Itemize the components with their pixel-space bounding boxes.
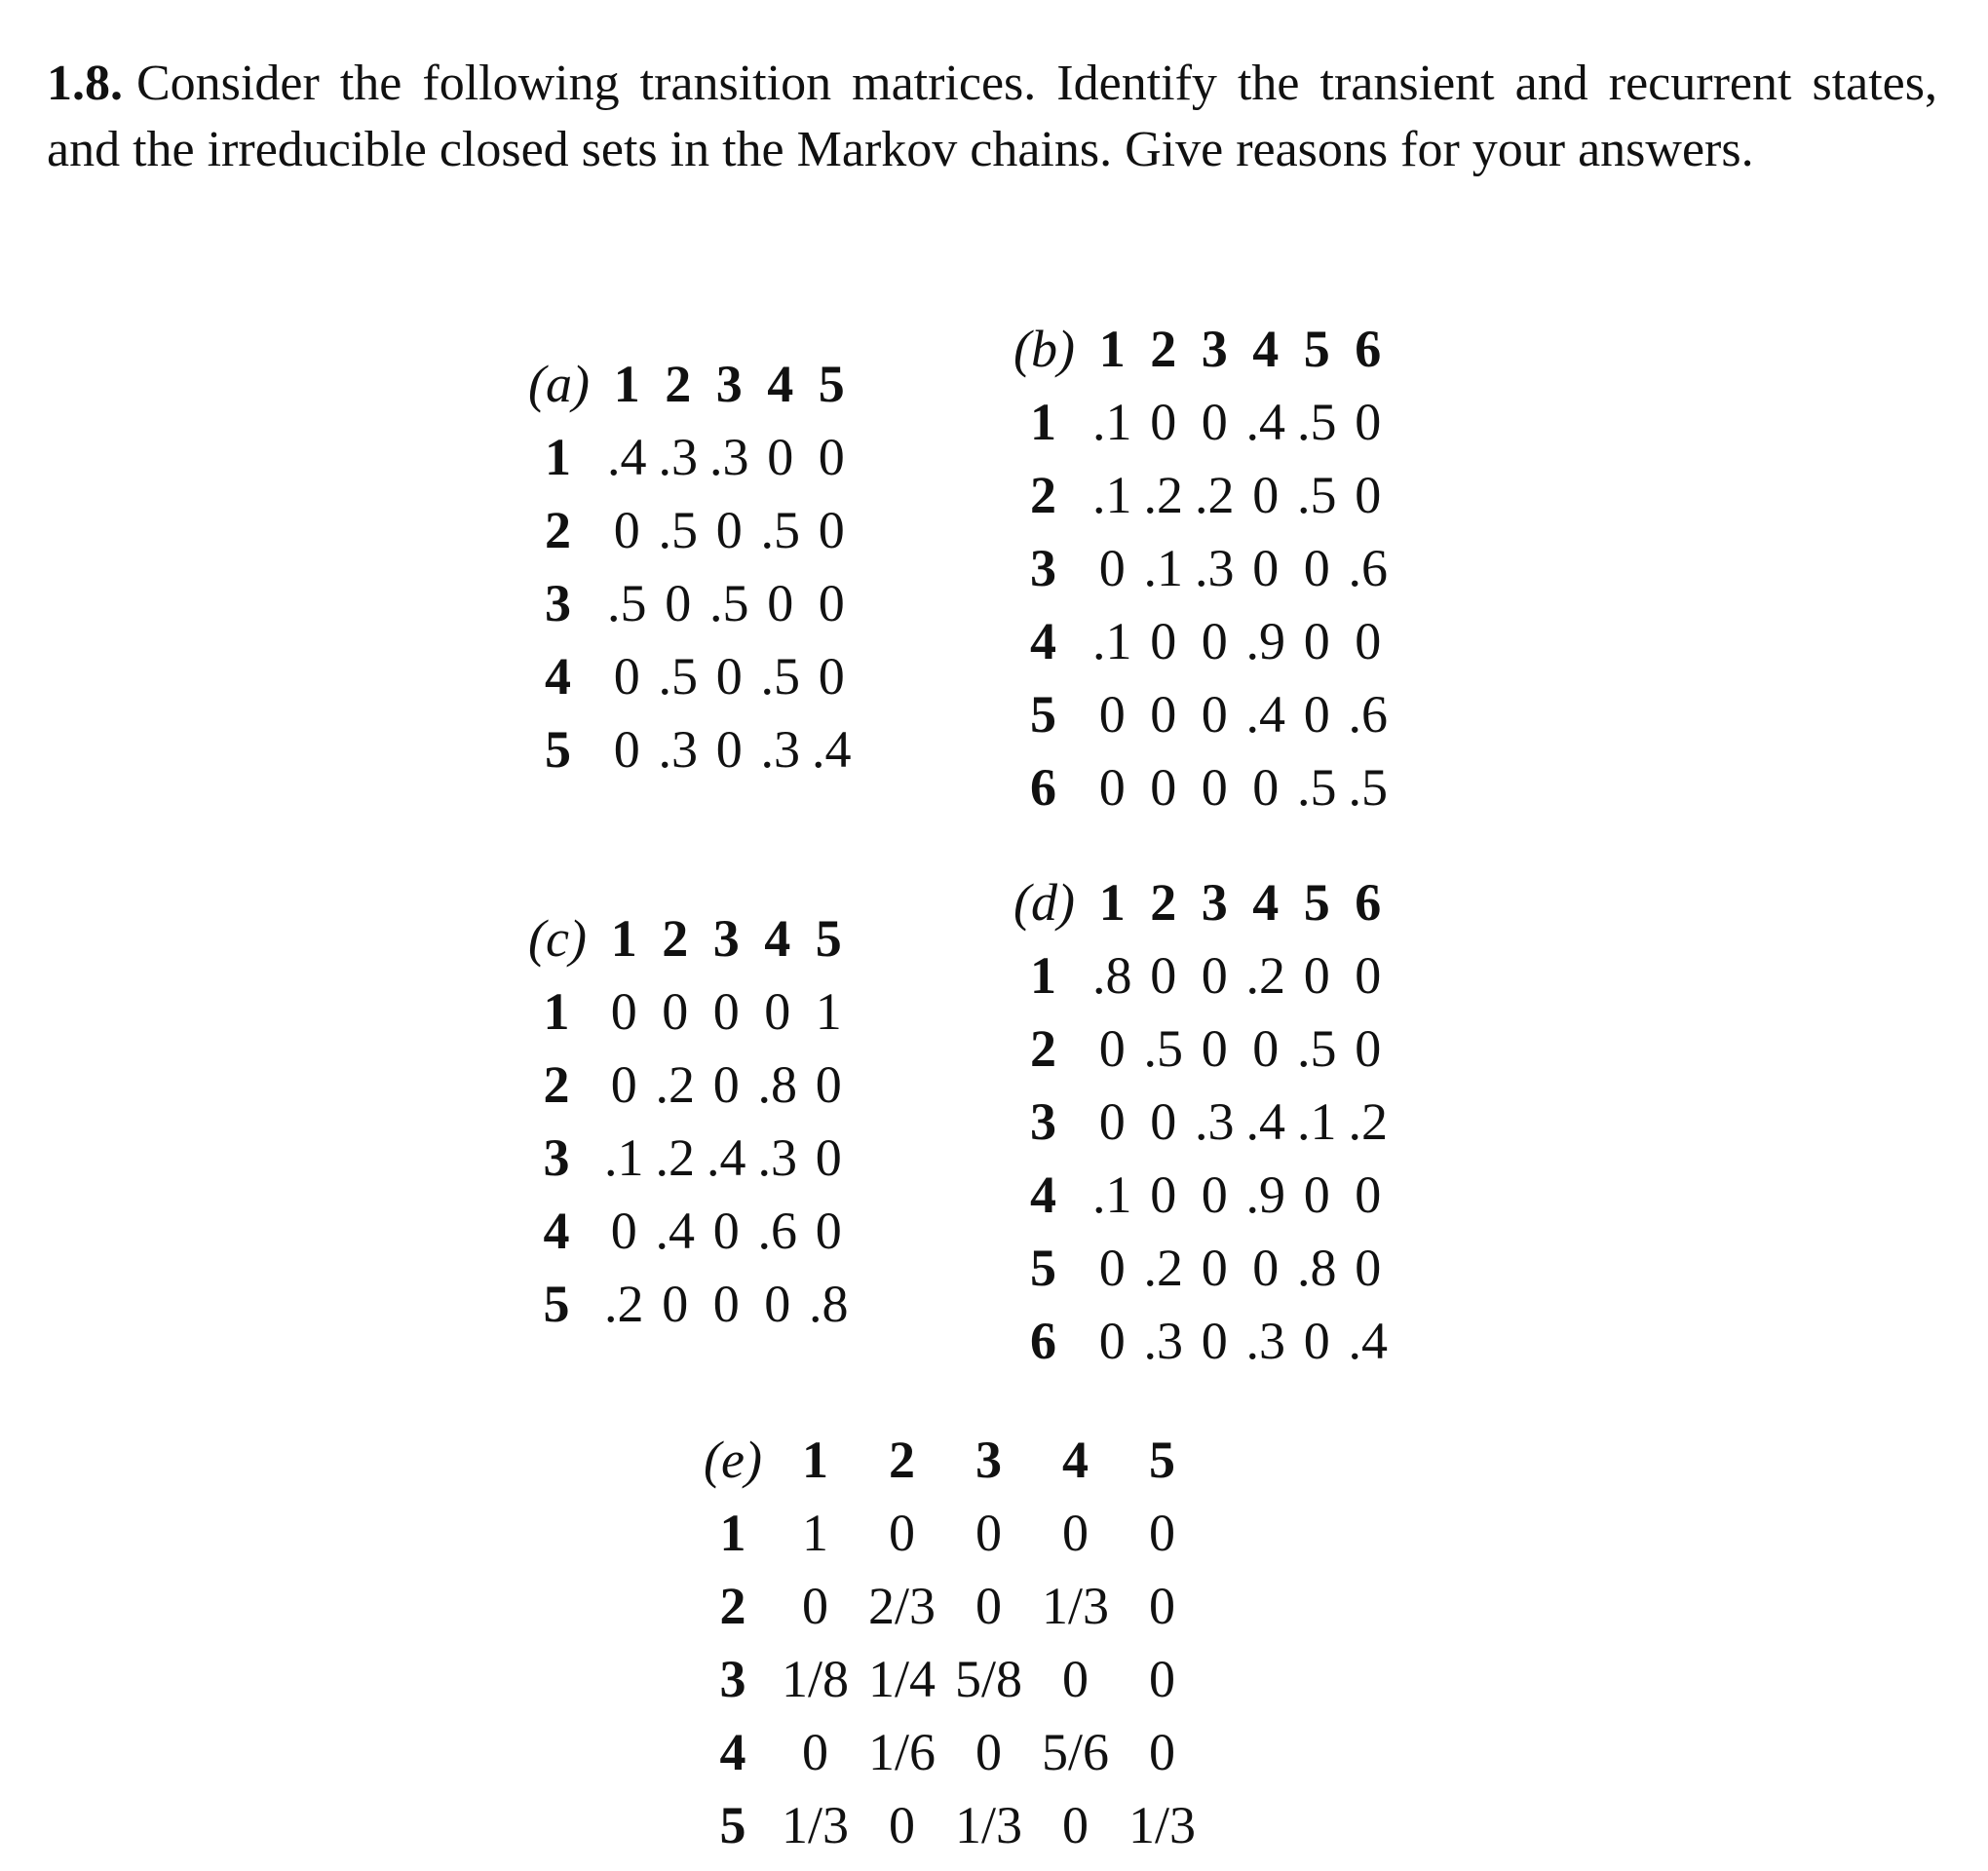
matrix-row — [694, 1715, 1205, 1788]
matrix-cell: 0 — [1201, 945, 1228, 1005]
row-header: 1 — [1029, 392, 1056, 451]
column-header: 2 — [665, 354, 692, 413]
matrix-cell: .1 — [1091, 611, 1132, 670]
matrix-cell: 1/3 — [1128, 1795, 1197, 1854]
matrix-cell: .8 — [757, 1054, 797, 1114]
matrix-row — [522, 974, 854, 1048]
matrix-cell: 0 — [767, 573, 794, 632]
matrix-cell: 0 — [767, 427, 794, 486]
matrix-cell: 0 — [1252, 757, 1280, 817]
matrix-label: (e) — [704, 1430, 762, 1489]
column-header: 4 — [767, 354, 794, 413]
matrix-row — [694, 1569, 1205, 1642]
row-header: 4 — [543, 1201, 570, 1260]
matrix-cell: 0 — [1061, 1795, 1089, 1854]
matrix-cell: 0 — [1098, 1311, 1126, 1370]
column-header: 6 — [1355, 872, 1382, 932]
matrix-label: (d) — [1013, 872, 1075, 932]
matrix-row — [1008, 1304, 1394, 1377]
row-header: 1 — [1029, 945, 1056, 1005]
matrix-cell: .2 — [1143, 465, 1183, 524]
matrix-a — [522, 347, 857, 785]
matrix-cell: .5 — [658, 646, 698, 706]
matrix-cell: .1 — [1296, 1091, 1337, 1151]
column-header: 5 — [815, 908, 842, 968]
matrix-cell: .4 — [811, 719, 852, 779]
matrix-cell: 0 — [1355, 611, 1382, 670]
problem-number: 1.8. — [47, 56, 123, 111]
column-header: 2 — [888, 1430, 915, 1489]
matrix-cell: 0 — [1355, 1165, 1382, 1224]
matrix-cell: .5 — [606, 573, 647, 632]
column-header: 3 — [1201, 319, 1228, 378]
matrix-cell: 0 — [1098, 1018, 1126, 1078]
matrix-cell: 0 — [818, 646, 845, 706]
column-header: 3 — [715, 354, 743, 413]
matrix-cell: .2 — [1143, 1238, 1183, 1297]
matrix-cell: 0 — [1201, 392, 1228, 451]
matrix-cell: .5 — [658, 500, 698, 559]
matrix-row — [522, 493, 857, 566]
matrix-cell: 1/4 — [867, 1649, 936, 1708]
matrix-cell: 1 — [801, 1503, 828, 1562]
matrix-row — [522, 1267, 854, 1340]
column-header: 2 — [662, 908, 689, 968]
matrix-label: (b) — [1013, 319, 1075, 378]
matrix-cell: 1 — [815, 981, 842, 1041]
matrix-cell: .2 — [603, 1274, 644, 1333]
matrix-cell: 0 — [1201, 1311, 1228, 1370]
matrix-cell: 0 — [613, 719, 640, 779]
matrix-row — [1008, 1158, 1394, 1231]
row-header: 3 — [1029, 1091, 1056, 1151]
column-header: 5 — [1303, 319, 1330, 378]
matrix-cell: 0 — [1150, 945, 1177, 1005]
row-header: 6 — [1029, 757, 1056, 817]
row-header: 3 — [543, 1127, 570, 1187]
matrix-row — [694, 1496, 1205, 1569]
matrix-cell: 1/8 — [781, 1649, 849, 1708]
matrix-cell: 0 — [1150, 757, 1177, 817]
row-header: 2 — [543, 1054, 570, 1114]
matrix-row — [694, 1788, 1205, 1861]
matrix-cell: .3 — [757, 1127, 797, 1187]
matrix-cell: 0 — [610, 1201, 637, 1260]
matrix-cell: 0 — [712, 1274, 740, 1333]
matrix-header-row — [694, 1423, 1205, 1496]
matrix-row — [1008, 458, 1394, 531]
matrix-cell: 0 — [1098, 757, 1126, 817]
column-header: 1 — [801, 1430, 828, 1489]
matrix-cell: .1 — [1091, 392, 1132, 451]
matrix-row — [1008, 677, 1394, 750]
matrix-cell: .5 — [1348, 757, 1388, 817]
matrix-cell: .2 — [1245, 945, 1285, 1005]
matrix-cell: 0 — [1201, 757, 1228, 817]
matrix-cell: 0 — [1252, 1238, 1280, 1297]
matrix-cell: .5 — [760, 646, 800, 706]
matrix-cell: 0 — [1252, 465, 1280, 524]
matrix-cell: 0 — [1149, 1576, 1175, 1635]
matrix-header-row — [1008, 312, 1394, 385]
matrix-cell: 2/3 — [867, 1576, 936, 1635]
matrix-cell: 0 — [801, 1576, 828, 1635]
matrix-cell: 0 — [1150, 611, 1177, 670]
row-header: 4 — [544, 646, 571, 706]
matrix-cell: 0 — [1355, 945, 1382, 1005]
matrix-cell: 0 — [1252, 538, 1280, 597]
matrix-cell: .1 — [1091, 1165, 1132, 1224]
matrix-cell: .4 — [706, 1127, 746, 1187]
matrix-row — [1008, 1085, 1394, 1158]
matrix-row — [522, 1194, 854, 1267]
matrix-cell: 0 — [1355, 465, 1382, 524]
row-header: 2 — [719, 1576, 746, 1635]
row-header: 4 — [719, 1722, 746, 1781]
column-header: 1 — [1098, 872, 1126, 932]
column-header: 3 — [712, 908, 740, 968]
matrix-cell: 0 — [712, 981, 740, 1041]
matrix-cell: 0 — [613, 646, 640, 706]
matrix-cell: 0 — [975, 1576, 1002, 1635]
matrix-row — [522, 639, 857, 712]
matrix-cell: .3 — [658, 719, 698, 779]
row-header: 1 — [543, 981, 570, 1041]
matrix-cell: .1 — [603, 1127, 644, 1187]
matrix-cell: .8 — [1091, 945, 1132, 1005]
matrix-cell: 0 — [610, 981, 637, 1041]
matrix-cell: .4 — [1245, 684, 1285, 744]
column-header: 1 — [1098, 319, 1126, 378]
matrix-cell: 1/3 — [781, 1795, 849, 1854]
matrix-cell: 0 — [1303, 684, 1330, 744]
matrix-cell: 0 — [662, 1274, 689, 1333]
matrix-cell: .3 — [1143, 1311, 1183, 1370]
matrix-cell: 0 — [715, 500, 743, 559]
matrix-row — [1008, 604, 1394, 677]
matrix-cell: 0 — [662, 981, 689, 1041]
matrix-cell: 0 — [1303, 538, 1330, 597]
matrix-cell: 5/6 — [1041, 1722, 1109, 1781]
matrix-cell: .8 — [1296, 1238, 1337, 1297]
matrix-cell: .5 — [1296, 392, 1337, 451]
matrix-cell: 0 — [1098, 684, 1126, 744]
matrix-cell: .5 — [760, 500, 800, 559]
matrix-cell: 1/6 — [867, 1722, 936, 1781]
matrix-cell: .6 — [1348, 684, 1388, 744]
matrix-cell: 0 — [1201, 1018, 1228, 1078]
matrix-cell: .8 — [808, 1274, 849, 1333]
matrix-cell: 1/3 — [954, 1795, 1022, 1854]
matrix-label: (c) — [528, 908, 587, 968]
matrix-cell: 0 — [975, 1503, 1002, 1562]
column-header: 1 — [613, 354, 640, 413]
matrix-row — [694, 1642, 1205, 1715]
matrix-cell: .5 — [1296, 465, 1337, 524]
matrix-cell: 0 — [1098, 1238, 1126, 1297]
problem-statement — [47, 51, 1937, 183]
matrix-cell: 0 — [815, 1201, 842, 1260]
matrix-cell: 0 — [888, 1795, 915, 1854]
row-header: 3 — [1029, 538, 1056, 597]
matrix-row — [1008, 531, 1394, 604]
matrix-cell: .4 — [1245, 392, 1285, 451]
matrix-cell: .3 — [1194, 1091, 1235, 1151]
problem-text: Consider the following transition matrices. Identify the transient and recurrent states, and the irreducible closed sets in the Markov chains. Give reasons for your answers. — [47, 56, 1937, 177]
matrix-cell: 0 — [1201, 1238, 1228, 1297]
matrix-c — [522, 901, 854, 1340]
matrix-cell: 0 — [1355, 1238, 1382, 1297]
matrix-cell: 0 — [1201, 684, 1228, 744]
matrix-cell: 0 — [1061, 1649, 1089, 1708]
row-header: 5 — [1029, 1238, 1056, 1297]
matrix-cell: 0 — [1252, 1018, 1280, 1078]
column-header: 4 — [764, 908, 791, 968]
row-header: 3 — [719, 1649, 746, 1708]
matrix-cell: .3 — [1194, 538, 1235, 597]
row-header: 5 — [543, 1274, 570, 1333]
matrix-row — [522, 1121, 854, 1194]
matrix-cell: .3 — [708, 427, 749, 486]
column-header: 4 — [1252, 872, 1280, 932]
matrix-row — [1008, 1012, 1394, 1085]
matrix-cell: 0 — [1355, 1018, 1382, 1078]
matrix-cell: .2 — [1348, 1091, 1388, 1151]
matrix-cell: 0 — [1150, 1091, 1177, 1151]
row-header: 3 — [544, 573, 571, 632]
column-header: 4 — [1252, 319, 1280, 378]
matrix-cell: 0 — [1201, 611, 1228, 670]
matrix-header-row — [522, 347, 857, 420]
matrix-cell: .2 — [655, 1054, 695, 1114]
matrix-cell: 0 — [1303, 611, 1330, 670]
matrix-cell: 0 — [715, 646, 743, 706]
matrix-cell: 0 — [818, 500, 845, 559]
matrix-row — [522, 712, 857, 785]
matrix-cell: 0 — [1355, 392, 1382, 451]
row-header: 1 — [544, 427, 571, 486]
matrix-cell: 0 — [818, 573, 845, 632]
matrix-cell: 0 — [1150, 392, 1177, 451]
row-header: 2 — [1029, 465, 1056, 524]
matrix-cell: 0 — [815, 1127, 842, 1187]
matrix-cell: .9 — [1245, 611, 1285, 670]
matrix-cell: .5 — [708, 573, 749, 632]
matrix-cell: 0 — [764, 981, 791, 1041]
row-header: 4 — [1029, 611, 1056, 670]
matrix-b — [1008, 312, 1394, 823]
column-header: 1 — [610, 908, 637, 968]
matrix-cell: 0 — [764, 1274, 791, 1333]
matrix-cell: 0 — [1150, 684, 1177, 744]
matrix-cell: .1 — [1091, 465, 1132, 524]
column-header: 2 — [1150, 319, 1177, 378]
matrix-row — [522, 1048, 854, 1121]
matrix-cell: .3 — [1245, 1311, 1285, 1370]
matrix-cell: 0 — [1201, 1165, 1228, 1224]
column-header: 2 — [1150, 872, 1177, 932]
matrix-cell: 0 — [1149, 1722, 1175, 1781]
matrix-cell: .6 — [757, 1201, 797, 1260]
matrix-cell: 0 — [613, 500, 640, 559]
matrix-cell: 0 — [1150, 1165, 1177, 1224]
matrix-cell: 0 — [1149, 1649, 1175, 1708]
matrix-cell: 0 — [1098, 538, 1126, 597]
row-header: 2 — [544, 500, 571, 559]
column-header: 5 — [818, 354, 845, 413]
row-header: 6 — [1029, 1311, 1056, 1370]
matrix-row — [522, 566, 857, 639]
matrix-row — [1008, 750, 1394, 823]
matrix-row — [1008, 1231, 1394, 1304]
row-header: 1 — [719, 1503, 746, 1562]
matrix-cell: 0 — [815, 1054, 842, 1114]
matrix-cell: 0 — [1061, 1503, 1089, 1562]
matrix-cell: .6 — [1348, 538, 1388, 597]
matrix-row — [522, 420, 857, 493]
column-header: 3 — [975, 1430, 1002, 1489]
matrix-d — [1008, 865, 1394, 1377]
matrix-cell: 5/8 — [954, 1649, 1022, 1708]
matrix-cell: .2 — [1194, 465, 1235, 524]
row-header: 4 — [1029, 1165, 1056, 1224]
matrix-cell: 0 — [610, 1054, 637, 1114]
column-header: 4 — [1061, 1430, 1089, 1489]
matrix-row — [1008, 938, 1394, 1012]
matrix-cell: 0 — [1303, 945, 1330, 1005]
matrix-cell: .4 — [1348, 1311, 1388, 1370]
matrix-cell: .4 — [655, 1201, 695, 1260]
matrix-cell: .4 — [1245, 1091, 1285, 1151]
column-header: 5 — [1303, 872, 1330, 932]
matrix-cell: 0 — [1303, 1311, 1330, 1370]
matrix-cell: 1/3 — [1041, 1576, 1109, 1635]
column-header: 3 — [1201, 872, 1228, 932]
row-header: 5 — [719, 1795, 746, 1854]
matrix-cell: 0 — [665, 573, 692, 632]
matrix-cell: 0 — [818, 427, 845, 486]
matrix-cell: .5 — [1143, 1018, 1183, 1078]
matrix-cell: .9 — [1245, 1165, 1285, 1224]
matrix-cell: .5 — [1296, 757, 1337, 817]
matrix-row — [1008, 385, 1394, 458]
matrix-cell: .2 — [655, 1127, 695, 1187]
row-header: 5 — [544, 719, 571, 779]
matrix-cell: 0 — [1149, 1503, 1175, 1562]
row-header: 2 — [1029, 1018, 1056, 1078]
column-header: 5 — [1149, 1430, 1175, 1489]
matrix-cell: .3 — [658, 427, 698, 486]
matrix-cell: 0 — [888, 1503, 915, 1562]
column-header: 6 — [1355, 319, 1382, 378]
matrix-cell: 0 — [712, 1201, 740, 1260]
matrix-cell: 0 — [1303, 1165, 1330, 1224]
matrix-cell: .4 — [606, 427, 647, 486]
matrix-cell: 0 — [801, 1722, 828, 1781]
matrix-cell: .1 — [1143, 538, 1183, 597]
matrix-cell: 0 — [712, 1054, 740, 1114]
matrix-cell: 0 — [975, 1722, 1002, 1781]
row-header: 5 — [1029, 684, 1056, 744]
matrix-cell: .3 — [760, 719, 800, 779]
matrix-e — [694, 1423, 1205, 1861]
matrix-header-row — [1008, 865, 1394, 938]
matrix-cell: 0 — [715, 719, 743, 779]
matrix-header-row — [522, 901, 854, 974]
matrix-cell: .5 — [1296, 1018, 1337, 1078]
matrix-cell: 0 — [1098, 1091, 1126, 1151]
matrix-label: (a) — [528, 354, 590, 413]
